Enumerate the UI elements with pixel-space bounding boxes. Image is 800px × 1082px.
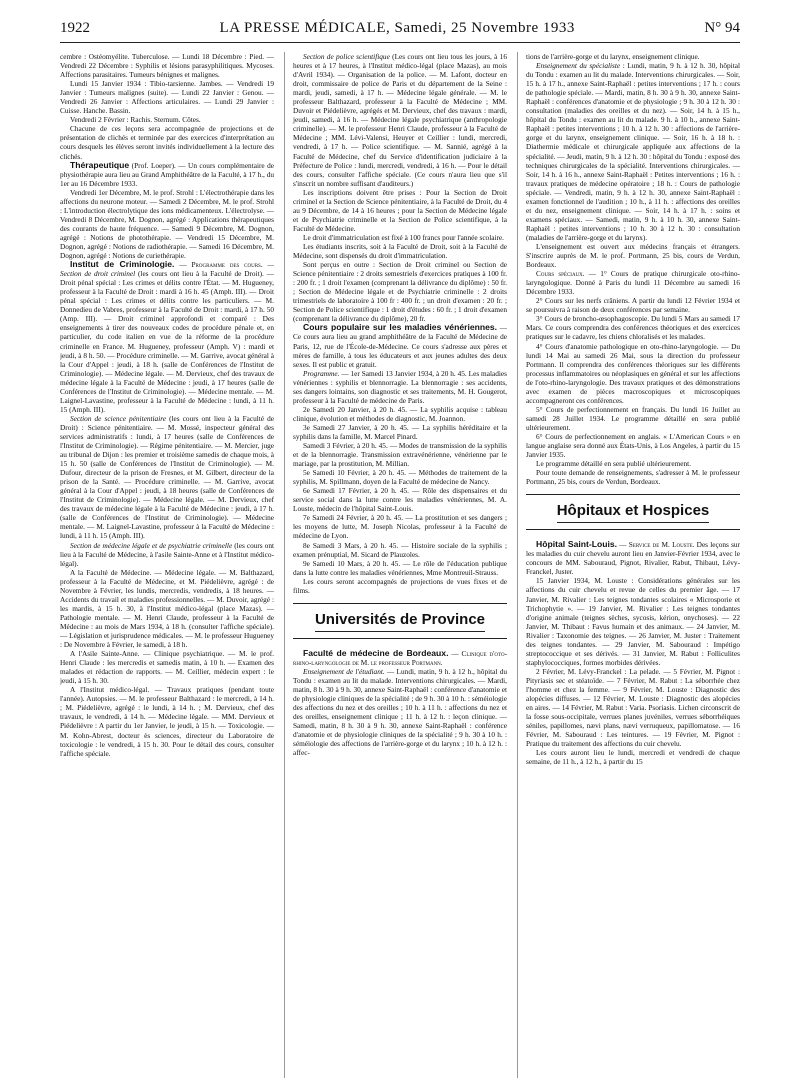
section-heading: Faculté de médecine de Bordeaux. <box>303 647 449 658</box>
section-text: — Lundi, matin, 9 h. à 12 h., hôpital du Tondu : examen au lit du malade. Interventions chirurgicales. — Mardi, matin, 8 h. 30 à 9 h. 30, annexe Saint-Raphaël : conférence d'anatomie et de physiologie cliniques de la spécialité ; de 9 h. 30 à 10 h. : séméiologie des affections du nez et des oreilles ; 10 h. à 11 h. : affections du nez et des oreilles, enseignement clinique ; 11 h. à 12 h. : leçon clinique. — Samedi, matin, 8 h. 30 à 9 h. 30, annexe Saint-Raphaël : conférence d'anatomie et de physiologie cliniques de la spécialité ; 9 h. 30 à 10 h. : séméiologie des affections de l'arrière-gorge et du larynx ; 10 h. à 12 h. : affec- <box>293 666 507 758</box>
section-heading: Thérapeutique <box>70 159 130 170</box>
paragraph: Les étudiants inscrits, soit à la Faculté de Droit, soit à la Faculté de Médecine, sont dispensés du droit d'immatriculation. <box>293 241 507 261</box>
issue-number: N° 94 <box>704 20 740 36</box>
section-subheading: — Programme des cours. <box>179 260 263 270</box>
section-subheading: — Service de M. Louste. <box>619 540 695 550</box>
section-heading: Hôpital Saint-Louis. <box>536 539 618 550</box>
programme-entry <box>293 369 507 405</box>
enseignement-entry <box>293 667 507 757</box>
section-title: Universités de Province <box>315 610 485 632</box>
paragraph: A la Faculté de Médecine. — Médecine légale. — M. Balthazard, professeur à la Faculté de Médecine, et M. Piédelièvre, agrégé : de Novembre à Février, les lundis, mercredis, vendredis, à 18 heures. — Accidents du travail et maladies professionnelles. — M. Duvoir, agrégé : les mardis, à 15 h. 30, à l'Institut médico-légal (place Mazas). — Pathologie mentale. — M. Henri Claude, professeur à la Faculté de Médecine : au mois de Mars 1934, à 18 h. (consulter l'affiche spéciale). — Législation et jurisprudence médicales. — M. le professeur Hugueney : De Novembre à Février, le samedi, à 18 h. <box>60 567 274 650</box>
cours-speciaux-entry <box>526 269 740 296</box>
paragraph: 6e Samedi 17 Février, à 20 h. 45. — Rôle des dispensaires et du service social dans la lutte contre les maladies vénériennes, M. A. Louste, médecin de l'hôpital Saint-Louis. <box>293 486 507 514</box>
paragraph: 9e Samedi 10 Mars, à 20 h. 45. — Le rôle de l'éducation publique dans la lutte contre les maladies vénériennes, Mme Montreuil-Strauss. <box>293 558 507 577</box>
paragraph: 2e Samedi 20 Janvier, à 20 h. 45. — La syphilis acquise : tableau clinique, évolution et méthodes de diagnostic, M. Joannon. <box>293 404 507 423</box>
bordeaux-entry <box>293 649 507 667</box>
section-subheading: Enseignement de l'étudiant. <box>303 666 385 676</box>
section-text: (les cours ont lieu à la Faculté de Droit) : Science pénitentiaire. — M. Mossé, inspecteur général des services administratifs : lundi, à 17 heures (salle de Conférences de l'Institut de Criminologie). — Régime pénitentiaire. — M. Mercier, juge au tribunal de Dijon : les premier et troisième samedis de chaque mois, à 15 h. 50 (salle de Conférences de l'Institut de Criminologie). — M. Dufour, directeur de la prison de Fresnes, et M. Gilbert, directeur de la prison de la Santé. — Procédure criminelle. — M. Garrive, avocat général à la Cour d'Appel : jeudi, à 18 heures (salle de Conférences de l'Institut de Criminologie). — Médecine légale. — M. Dervieux, chef des travaux de médecine légale à la Faculté de Médecine : jeudi, à 17 h. (salle de Conférences de l'Institut de Criminologie). — Médecine mentale. — M. Laignel-Lavastine, professeur à la Faculté de Médecine : lundi, à 11 h. 15 (Amph. III). <box>60 413 274 541</box>
paragraph: Le programme détaillé en sera publié ultérieurement. <box>536 459 691 469</box>
section-text: (les cours ont lieu à la Faculté de Médecine, à l'asile Sainte-Anne et à l'Institut médico-légal). <box>60 540 274 568</box>
page-header <box>60 20 740 42</box>
paragraph: Les inscriptions doivent être prises : Pour la Section de Droit criminel et la Section de Science pénitentiaire, à la Faculté de Droit, du 4 au 9 Décembre, de 14 à 16 heures ; pour la Section de Médecine légale et de Psychiatrie criminelle et la Section de Police scientifique, à la Faculté de Médecine. <box>293 187 507 233</box>
paragraph: 7e Samedi 24 Février, à 20 h. 45. — La prostitution et ses dangers ; les moyens de lutte, M. Joseph Nicolas, professeur à la Faculté de médecine de Lyon. <box>293 513 507 541</box>
saint-louis-entry <box>526 540 740 576</box>
section-subheading: — Clinique d'oto-rhino-laryngologie de M. le professeur Portmann. <box>293 648 507 667</box>
paragraph: 5e Samedi 10 Février, à 20 h. 45. — Méthodes de traitement de la syphilis, M. Spillmann, doyen de la Faculté de médecine de Nancy. <box>293 468 507 487</box>
section-text: — 1er Samedi 13 Janvier 1934, à 20 h. 45. Les maladies vénériennes : syphilis et blennorragie. La blennorragie : ses accidents, ses dangers lointains, son diagnostic et ses traitements, M. H. Gougerot, professeur à la Faculté de médecine de Paris. <box>293 368 507 405</box>
hopitaux-title <box>526 501 740 523</box>
paragraph: Vendredi 1er Décembre, M. le prof. Strohl : L'électrothérapie dans les affections du neurone moteur. — Samedi 2 Décembre, M. le prof. Strohl : L'introduction électrolytique des ions médicamenteux. L'électrolyse. — Vendredi 8 Décembre, M. Dognon, agrégé : Applications thérapeutiques des courants de haute fréquence. — Samedi 9 Décembre, M. Dognon, agrégé : Notions de photothérapie. — Vendredi 15 Décembre, M. Dognon, agrégé : Notions de radiothérapie. — Samedi 16 Décembre, M. Dognon, agrégé : Notions de curiethérapie. <box>60 187 274 261</box>
column-1 <box>60 52 274 1078</box>
section-subheading: Section de médecine légale et de psychiatrie criminelle <box>70 540 233 550</box>
paragraph: 8e Samedi 3 Mars, à 20 h. 45. — Histoire sociale de la syphilis ; examen prénuptial, M. Sicard de Plauzoles. <box>293 540 507 559</box>
section-heading: Institut de Criminologie. <box>70 259 175 270</box>
paragraph: tions de l'arrière-gorge et du larynx, enseignement clinique. <box>526 52 700 61</box>
section-subheading: — Section de droit criminel <box>60 260 274 279</box>
paragraph: 3° Cours de broncho-œsophagoscopie. Du lundi 5 Mars au samedi 17 Mars. Ce cours comprendra des conférences théoriques et des exercices pratiques sur le cadavre, les chiens chloralisés et les malades. <box>526 314 740 342</box>
science-penitentiaire-entry <box>60 414 274 541</box>
paragraph: Les cours auront lieu le lundi, mercredi et vendredi de chaque semaine, de 11 h., à 12 h., à partir du 15 <box>526 748 740 767</box>
paragraph: cembre : Ostéomyélite. Tuberculose. — Lundi 18 Décembre : Pied. — Vendredi 22 Décembre : Syphilis et lésions parasyphilitiques. Mycoses. Affections parasitaires. Tumeurs bénignes et malignes. <box>60 52 274 80</box>
paragraph: A l'Institut médico-légal. — Travaux pratiques (pendant toute l'année). Autopsies. — M. le professeur Balthazard : le mercredi, à 14 h. ; M. Piédelièvre, agrégé : le lundi, à 14 h. ; M. Dervieux, chef des travaux, le vendredi, à 14 h. — Médecine légale. — MM. Dervieux et Piédelièvre : A partir du 1er Janvier, le jeudi, à 15 h. — Toxicologie. — M. Kohn-Abrest, docteur ès sciences, directeur du Laboratoire de toxicologie : le vendredi, à 15 h. 30. Pour le détail des cours, consulter l'affiche spéciale. <box>60 685 274 758</box>
venereal-course-entry <box>293 323 507 368</box>
paragraph: 4° Cours d'anatomie pathologique en oto-rhino-laryngologie. — Du lundi 14 Mai au samedi 26 Mai, sous la direction du professeur Portmann. Il comprendra des conférences théoriques sur les différents processus inflammatoires ou néoplasiques en général et sur les affections de l'oto-rhino-laryngologie. Des travaux pratiques et des démonstrations avec examen de pièces macroscopiques et microscopiques accompagneront ces conférences. <box>526 341 740 405</box>
section-subheading: Enseignement du spécialiste <box>536 61 621 71</box>
section-text: — 1° Cours de pratique chirurgicale oto-rhino-laryngologique. Donné à Paris du lundi 11 Décembre au samedi 16 Décembre 1933. <box>526 269 740 297</box>
paragraph: 3e Samedi 27 Janvier, à 20 h. 45. — La syphilis héréditaire et la syphilis dans la famille, M. Marcel Pinard. <box>293 422 507 441</box>
universites-title-box <box>293 603 507 639</box>
paragraph: L'enseignement est ouvert aux médecins français et étrangers. S'inscrire auprès de M. le prof. Portmann, 25 bis, cours de Verdun, Bordeaux. <box>526 241 740 270</box>
hopitaux-title-box <box>526 494 740 530</box>
universites-title <box>293 610 507 632</box>
section-subheading: Section de science pénitentiaire <box>70 413 167 423</box>
section-text: — Ce cours aura lieu au grand amphithéâtre de la Faculté de Médecine de Paris, 12, rue de l'École-de-Médecine. Ce cours s'adresse aux pères et mères de famille, à tous les éducateurs et aux jeunes adultes des deux sexes. Il est public et gratuit. <box>293 323 507 369</box>
paragraph: 6° Cours de perfectionnement en anglais. « L'American Cours » en langue anglaise sera donné aux États-Unis, à Los Angeles, à partir du 15 Janvier 1935. <box>526 431 740 460</box>
section-text: (les cours ont lieu à la Faculté de Droit). — Droit pénal spécial : Les crimes et délits contre l'État. — M. Hugueney, professeur à la Faculté de Droit : mardi à 16 h. 45 (Amph. III). — Droit pénal spécial : Les crimes et délits contre les particuliers. — M. Donnedieu de Vabres, professeur à la Faculté de Droit : mardi, à 17 h. 50 (Amp. III). — Droit criminel approfondi et comparé : Des enseignements à tirer des nouveaux codes de procédure pénale et, en particulier, du code italien en vue de la réforme de la procédure criminelle en France. M. Hugueney, professeur (Amph. V) : mardi et jeudi, à 8 h. 50. — Procédure criminelle. — M. Garrive, avocat général à la Cour d'Appel : jeudi, à 18 h. (salle de Conférences de l'Institut de Criminologie). — Médecine légale. — M. Dervieux, chef des travaux de médecine légale à la Faculté de Médecine : jeudi, à 17 heures (salle de Conférences de l'Institut de Criminologie). — Médecine mentale. — M. Laignel-Lavastine, professeur à la Faculté de Médecine : lundi, à 11 h. 15 (Amph. III). <box>60 269 274 414</box>
specialiste-entry <box>526 61 740 242</box>
header-rule <box>60 42 740 43</box>
paragraph: Le droit d'immatriculation est fixé à 100 francs pour l'année scolaire. <box>303 232 504 242</box>
paragraph: 2° Cours sur les nerfs crâniens. A partir du lundi 12 Février 1934 et se poursuivra à raison de deux conférences par semaine. <box>526 296 740 315</box>
section-text: : Lundi, matin, 9 h. à 12 h. 30, hôpital du Tondu : examen au lit du malade. Interventions chirurgicales. — Soir, 15 h. à 17 h., annexe Saint-Raphaël : petites interventions ; 17 h. : cours de pathologie spéciale. — Mardi, matin, 8 h. 30 à 9 h. 30, annexe Saint-Raphaël : conférences d'anatomie et de physiologie ; 9 h. 30 à 12 h. 30 : consultation (maladies des oreilles et du nez). — Soir, 14 h. à 15 h., hôpital du Tondu : examen au lit du malade. 9 h. à 10 h., annexe Saint-Raphaël : petites interventions ; 10 h. à 12 h. 30 : affections de l'arrière-gorge et du larynx, enseignement clinique. — Soir, 16 h. à 18 h. : Diathermie médicale et chirurgicale appliquée aux affections de la spécialité. — Jeudi, matin, 9 h. à 12 h. 30 : hôpital du Tondu : exposé des techniques chirurgicales de la spécialité. Interventions chirurgicales. — Soir, 14 h. à 16 h., annexe Saint-Raphaël : Petites interventions ; 16 h. : travaux pratiques de médecine opératoire ; 18 h. : Cours de pathologie spéciale. — Vendredi, matin, 9 h. à 12 h. 30, annexe Saint-Raphaël : examen fonctionnel de l'audition ; 10 h., à 11 h. : affections des oreilles et du nez, enseignement clinique. — Soir, 14 h. à 17 h. : soins et examens spéciaux. — Samedi, matin, 9 h. à 10 h. 30, annexe Saint-Raphaël : petites interventions ; 10 h. 30 à 12 h. 30 : consultation (maladies de l'arrière-gorge et du larynx). <box>526 61 740 242</box>
paragraph: Pour toute demande de renseignements, s'adresser à M. le professeur Portmann, 25 bis, cours de Verdun, Bordeaux. <box>526 468 740 487</box>
section-heading: Cours populaire sur les maladies vénériennes. <box>303 322 498 333</box>
column-3 <box>517 52 740 1078</box>
masthead: LA PRESSE MÉDICALE, Samedi, 25 Novembre 1933 <box>219 20 575 36</box>
paragraph: Les cours seront accompagnés de projections de vues fixes et de films. <box>293 576 507 595</box>
medecine-legale-entry <box>60 541 274 568</box>
section-subheading: Cours spéciaux. <box>536 269 585 279</box>
paragraph: A l'Asile Sainte-Anne. — Clinique psychiatrique. — M. le prof. Henri Claude : les mercredis et samedis matin, à 10 h. — Examen des malades et rédaction de rapports. — M. Ceillier, médecin expert : le jeudi, à 15 h. 30. <box>60 649 274 686</box>
paragraph: 5° Cours de perfectionnement en français. Du lundi 16 Juillet au samedi 28 Juillet 1934. Le programme détaillé en sera publié ultérieurement. <box>526 404 740 432</box>
paragraph: Vendredi 2 Février : Rachis. Sternum. Côtes. <box>70 115 201 125</box>
paragraph: 15 Janvier 1934, M. Louste : Considérations générales sur les affections du cuir chevelu et revue de celles du premier âge. — 17 Janvier, M. Rivalier : Les teignes tondantes scolaires « Microsporie et Trichophytie ». — 19 Janvier, M. Rivalier : Les teignes tondantes d'origine animale (teignes sèches, sycosis, kérion, onychoses). — 22 Janvier, M. Thibaut : Favus humain et des animaux. — 24 Janvier, M. Rivalier : Taxonomie des teignes. — 26 Janvier, M. Juster : Traitement des teignes tondantes. — 29 Janvier, M. Sabouraud : Impétigo streptococcique et ses dérivés. — 31 Janvier, M. Rabut : Folliculites staphylococciques, formes morbides dérivées. <box>526 576 740 667</box>
section-subheading: Programme. <box>303 368 340 378</box>
section-subheading: Section de police scientifique <box>303 52 390 61</box>
paragraph: Samedi 3 Février, à 20 h. 45. — Modes de transmission de la syphilis et de la blennorragie. Transmission extravénérienne, vénérienne par le mariage, par la prostitution, M. Millian. <box>293 441 507 469</box>
therapeutique-entry <box>60 161 274 188</box>
criminologie-entry <box>60 260 274 414</box>
section-text: (Prof. Loeper). — Un cours complémentaire de physiothérapie aura lieu au Grand Amphithéâtre de la Faculté, à 17 h., du 1er au 16 Décembre 1933. <box>60 160 274 188</box>
paragraph: Chacune de ces leçons sera accompagnée de projections et de présentation de clichés et terminée par des exercices d'interprétation au cours desquels les élèves seront invités individuellement à la lecture des clichés. <box>60 124 274 161</box>
column-2 <box>284 52 507 1078</box>
paragraph: Sont perçus en outre : Section de Droit criminel ou Section de Science pénitentiaire : 2 droits semestriels d'exercices pratiques à 100 fr. : 200 fr. ; 1 droit l'examen (comprenant la délivrance du diplôme) : 50 fr. ; Section de Médecine légale et de Psychiatrie criminelle : 2 droits trimestriels de laboratoire à 100 fr : 400 fr. ; un droit d'examen : 20 fr. ; Section de Police scientifique : 1 droit d'études : 60 fr. ; 1 droit d'examen (comprenant la délivrance du diplôme), 20 fr. <box>293 260 507 324</box>
police-scientifique-entry <box>293 52 507 188</box>
section-text: Des leçons sur les maladies du cuir chevelu auront lieu en Janvier-Février 1934, avec le concours de MM. Sabouraud, Pignot, Rivalier, Rabut, Thibaut, Lévy-Franckel, Juster. <box>526 540 740 577</box>
paragraph: Lundi 15 Janvier 1934 : Tibio-tarsienne. Jambes. — Vendredi 19 Janvier : Tumeurs malignes (suite). — Lundi 22 Janvier : Genou. — Vendredi 26 Janvier : Affections articulaires. — Lundi 29 Janvier : Cuisse. Hanche. Bassin. <box>60 79 274 116</box>
section-text: (Les cours ont lieu tous les jours, à 16 heures et à 17 heures, à l'Institut médico-légal (place Mazas), au mois d'Avril 1934). — Organisation de la police. — M. Lafont, docteur en droit, commissaire de police de Paris et du département de la Seine : mardi, jeudi, samedi, à 17 h. — Médecine légale générale. — M. le professeur Balthazard, professeur à la Faculté de Médecine ; MM. Duvoir et Piédelièvre, agrégés et M. Dervieux, chef des travaux : mardi, jeudi, samedi, à 16 h. — Médecine légale psychiatrique (anthropologie criminelle). — M. le professeur Henri Claude, professeur à la Faculté de Médecine ; MM. Lévi-Valensi, Heuyer et Ceillier : lundi, mercredi, vendredi, à 17 h. — Police scientifique. — M. Sannié, agrégé à la Faculté de Médecine, chef du Service d'identification judiciaire à la Préfecture de Police : lundi, mercredi, vendredi, à 16 h. — Pour le détail des cours, consulter l'affiche spéciale. (Ce cours n'aura lieu que s'il s'inscrit un nombre suffisant d'auditeurs.) <box>293 52 507 188</box>
section-title: Hôpitaux et Hospices <box>557 501 710 523</box>
page-number: 1922 <box>60 20 90 36</box>
paragraph: 2 Février, M. Lévy-Franckel : La pelade. — 5 Février, M. Pignot : Pityriasis sec et stéatoïde. — 7 Février, M. Rabut : La séborrhée chez l'homme et chez la femme. — 9 Février, M. Louste : Diagnostic des alopécies diffuses. — 12 Février, M. Louste : Diagnostic des alopécies en aires. — 14 Février, M. Rabut : Varia. Psoriasis. Lichen circonscrit de la fosse sous-occipitale, verrues planes juvéniles, verrues séborrhéiques séniles, papillomes, nævi plans, nævi verruqueux, papillomatose. — 16 Février, M. Sabouraud : Les teintures. — 19 Février, M. Pignot : Pratique du traitement des affections du cuir chevelu. <box>526 666 740 749</box>
article-columns <box>60 52 740 1078</box>
